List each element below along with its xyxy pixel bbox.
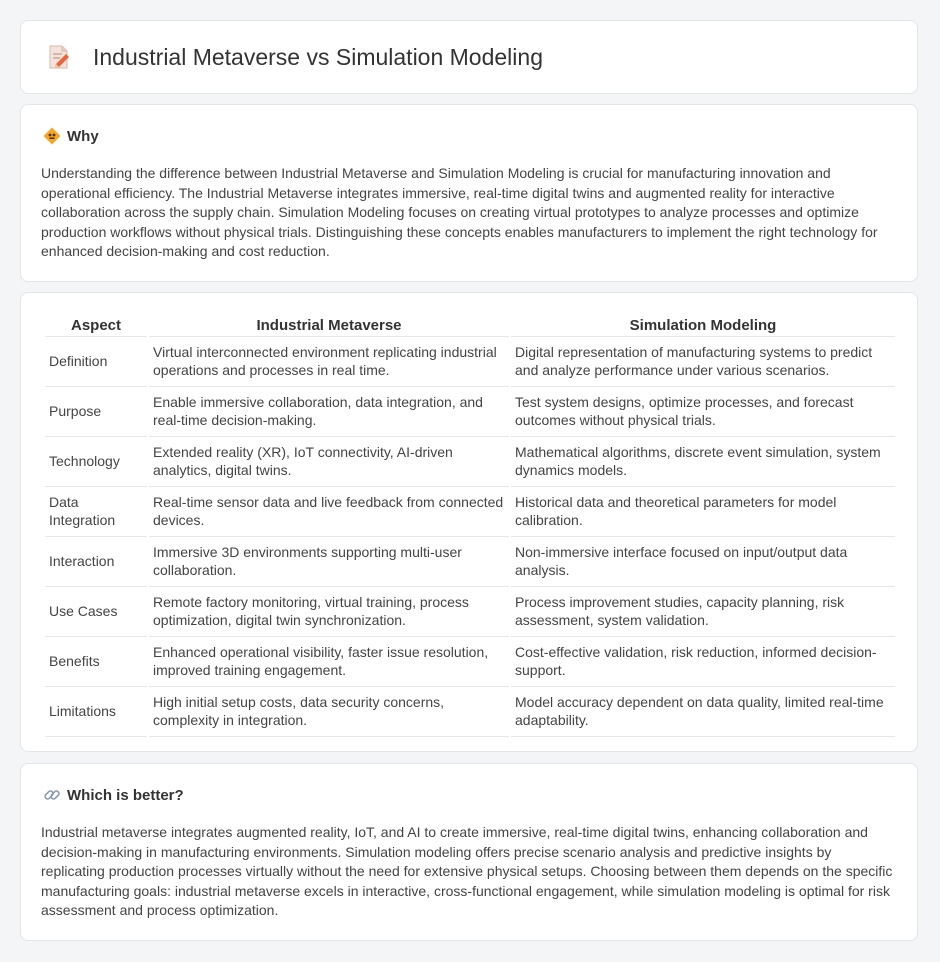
better-heading [43,786,184,804]
table-row [45,687,895,737]
simulation-cell: Digital representation of manufacturing systems to predict and analyze performance under various scenarios. [511,337,895,387]
diamond-sign-icon [43,127,61,145]
table-row [45,637,895,687]
why-heading [43,127,99,145]
header-aspect: Aspect [45,315,147,337]
metaverse-cell: Enhanced operational visibility, faster issue resolution, improved training engagement. [149,637,509,687]
table-row [45,487,895,537]
metaverse-cell: Remote factory monitoring, virtual training, process optimization, digital twin synchronization. [149,587,509,637]
metaverse-cell: Immersive 3D environments supporting multi-user collaboration. [149,537,509,587]
why-section [20,104,918,282]
aspect-cell: Technology [45,437,147,487]
aspect-cell: Interaction [45,537,147,587]
link-icon [43,786,61,804]
aspect-cell: Benefits [45,637,147,687]
simulation-cell: Mathematical algorithms, discrete event simulation, system dynamics models. [511,437,895,487]
document-pencil-icon [45,43,73,71]
metaverse-cell: Real-time sensor data and live feedback from connected devices. [149,487,509,537]
aspect-cell: Definition [45,337,147,387]
aspect-cell: Limitations [45,687,147,737]
better-title: Which is better? [67,786,184,804]
simulation-cell: Non-immersive interface focused on input/output data analysis. [511,537,895,587]
metaverse-cell: Virtual interconnected environment replicating industrial operations and processes in real time. [149,337,509,387]
table-header-row [45,315,895,337]
header-card [20,20,918,94]
metaverse-cell: Enable immersive collaboration, data integration, and real-time decision-making. [149,387,509,437]
table-row [45,537,895,587]
simulation-cell: Model accuracy dependent on data quality, limited real-time adaptability. [511,687,895,737]
table-row [45,337,895,387]
table-row [45,587,895,637]
which-is-better-section [20,763,918,941]
aspect-cell: Data Integration [45,487,147,537]
better-text: Industrial metaverse integrates augmented reality, IoT, and AI to create immersive, real-time digital twins, enhancing collaboration and decision-making in manufacturing environments. Simulation modeling offers precise scenario analysis and predictive insights by replicating production processes virtually without the need for extensive physical setups. Choosing between them depends on the specific manufacturing goals: industrial metaverse excels in interactive, cross-functional engagement, while simulation modeling is optimal for risk assessment and process optimization. [41,824,893,919]
aspect-cell: Use Cases [45,587,147,637]
table-row [45,387,895,437]
simulation-cell: Historical data and theoretical parameters for model calibration. [511,487,895,537]
metaverse-cell: High initial setup costs, data security concerns, complexity in integration. [149,687,509,737]
header-industrial-metaverse: Industrial Metaverse [149,315,509,337]
comparison-table [43,315,897,737]
why-title: Why [67,127,99,145]
page-title: Industrial Metaverse vs Simulation Modeling [93,43,543,70]
metaverse-cell: Extended reality (XR), IoT connectivity, AI-driven analytics, digital twins. [149,437,509,487]
title-row [45,43,543,71]
simulation-cell: Process improvement studies, capacity planning, risk assessment, system validation. [511,587,895,637]
simulation-cell: Cost-effective validation, risk reduction, informed decision-support. [511,637,895,687]
header-simulation-modeling: Simulation Modeling [511,315,895,337]
table-row [45,437,895,487]
aspect-cell: Purpose [45,387,147,437]
simulation-cell: Test system designs, optimize processes, and forecast outcomes without physical trials. [511,387,895,437]
comparison-card [20,292,918,752]
why-text: Understanding the difference between Industrial Metaverse and Simulation Modeling is crucial for manufacturing innovation and operational efficiency. The Industrial Metaverse integrates immersive, real-time digital twins and augmented reality for interactive collaboration across the supply chain. Simulation Modeling focuses on creating virtual prototypes to analyze processes and optimize production workflows without physical trials. Distinguishing these concepts enables manufacturers to implement the right technology for enhanced decision-making and cost reduction. [41,165,878,260]
